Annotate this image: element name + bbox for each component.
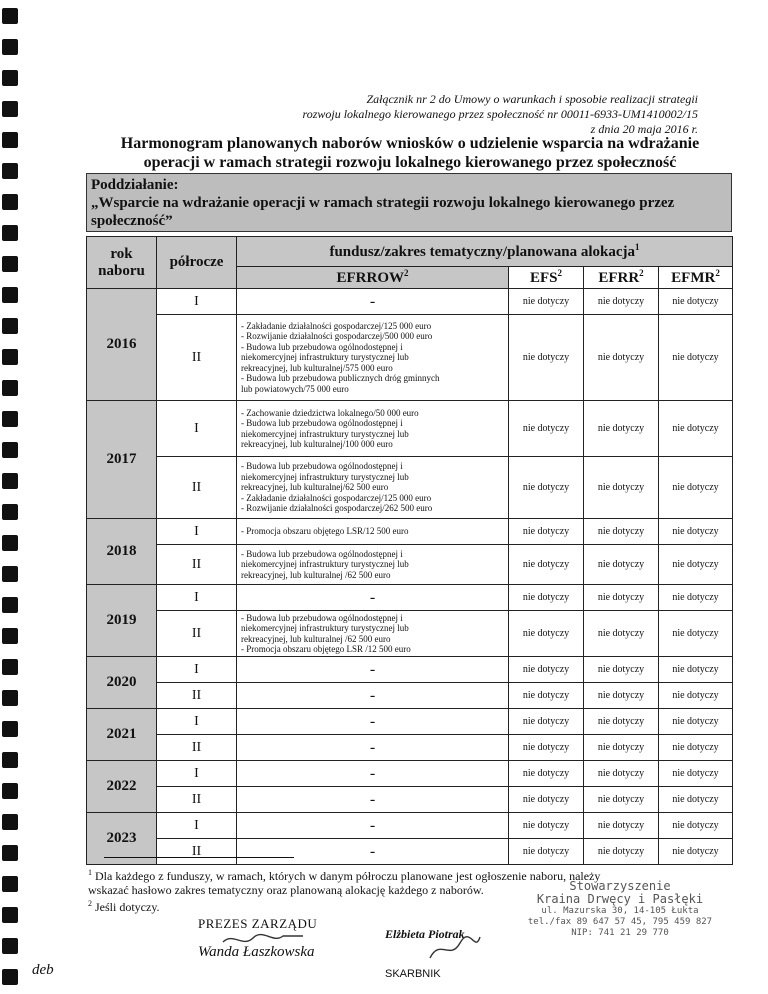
binding-ring [2, 442, 18, 458]
binding-ring [2, 845, 18, 861]
binding-ring [2, 349, 18, 365]
binding-ring [2, 535, 18, 551]
header-half: półrocze [157, 237, 237, 289]
binding-ring [2, 101, 18, 117]
table-row [87, 839, 733, 865]
efmr-cell: nie dotyczy [659, 545, 733, 585]
efrrow-line: niekomercyjnej infrastruktury turystycznej lub [241, 471, 409, 482]
efrrow-line: - Zachowanie dziedzictwa lokalnego/50 000 euro [241, 407, 419, 418]
efmr-cell: nie dotyczy [659, 315, 733, 401]
table-row [87, 519, 733, 545]
binding-ring [2, 752, 18, 768]
binding-ring [2, 659, 18, 675]
year-cell: 2020 [87, 657, 157, 709]
initials-mark: deb [32, 962, 54, 978]
header-efmr [659, 267, 733, 289]
footnote-ref: 2 [404, 268, 409, 278]
efrr-cell: nie dotyczy [584, 545, 659, 585]
efrr-cell: nie dotyczy [584, 401, 659, 457]
efrrow-line: - Budowa lub przebudowa publicznych dróg gminnych [241, 373, 440, 384]
header-fund [237, 237, 733, 267]
efrrow-line: rekreacyjnej, lub kulturalnej /62 500 euro [241, 633, 391, 644]
header-efrrow-text: EFRROW [336, 270, 404, 286]
binding-ring [2, 907, 18, 923]
binding-ring [2, 8, 18, 24]
efs-cell: nie dotyczy [509, 761, 584, 787]
half-cell: II [157, 735, 237, 761]
footnote-text: Dla każdego z funduszy, w ramach, których w danym półroczu planowane jest ogłoszenie naboru, należy [95, 869, 601, 883]
footnote-divider [104, 857, 294, 858]
efs-cell: nie dotyczy [509, 457, 584, 519]
subaction-box [86, 173, 732, 232]
table-row [87, 735, 733, 761]
attachment-line: rozwoju lokalnego kierowanego przez społeczność nr 00011-6933-UM1410002/15 [302, 107, 698, 121]
schedule-table [86, 236, 733, 865]
half-cell: I [157, 519, 237, 545]
efrr-cell: nie dotyczy [584, 585, 659, 611]
binding-ring [2, 39, 18, 55]
efmr-cell: nie dotyczy [659, 839, 733, 865]
efmr-cell: nie dotyczy [659, 585, 733, 611]
efrrow-line: rekreacyjnej, lub kulturalnej /62 500 euro [241, 569, 391, 580]
footnote-number: 2 [88, 899, 92, 908]
efrrow-line: - Zakładanie działalności gospodarczej/125 000 euro [241, 492, 432, 503]
board-signature [198, 916, 368, 961]
efrrow-cell: - [237, 787, 509, 813]
year-cell: 2017 [87, 401, 157, 519]
efs-cell: nie dotyczy [509, 519, 584, 545]
table-row [87, 457, 733, 519]
stamp-line: NIP: 741 21 29 770 [571, 928, 669, 938]
efrrow-cell: - [237, 585, 509, 611]
handwritten-signature [425, 933, 485, 963]
table-row [87, 709, 733, 735]
efmr-cell: nie dotyczy [659, 787, 733, 813]
efrr-cell: nie dotyczy [584, 813, 659, 839]
binding-ring [2, 473, 18, 489]
efrrow-cell [237, 315, 509, 401]
subaction-text: „Wsparcie na wdrażanie operacji w ramach strategii rozwoju lokalnego kierowanego przez społeczność” [91, 195, 675, 229]
efrr-cell: nie dotyczy [584, 735, 659, 761]
efs-cell: nie dotyczy [509, 709, 584, 735]
footnote-ref: 1 [635, 242, 640, 252]
efrrow-line: - Budowa lub przebudowa ogólnodostępnej i [241, 461, 403, 472]
footnote-1-cont: wskazać hasłowo zakres tematyczny oraz planowaną alokację każdego z naborów. [88, 883, 484, 897]
efmr-cell: nie dotyczy [659, 289, 733, 315]
efrrow-cell [237, 457, 509, 519]
table-row [87, 787, 733, 813]
efrrow-line: niekomercyjnej infrastruktury turystycznej lub [241, 559, 409, 570]
association-stamp [505, 880, 735, 939]
table-row [87, 315, 733, 401]
treasurer-signature [385, 927, 495, 980]
efmr-cell: nie dotyczy [659, 457, 733, 519]
header-efmr-text: EFMR [671, 270, 716, 286]
binding-ring [2, 194, 18, 210]
efrr-cell: nie dotyczy [584, 709, 659, 735]
half-cell: II [157, 315, 237, 401]
efrrow-cell: - [237, 289, 509, 315]
title-line: Harmonogram planowanych naborów wniosków o udzielenie wsparcia na wdrażanie [120, 135, 700, 152]
binding-ring [2, 380, 18, 396]
binding-ring [2, 504, 18, 520]
binding-ring [2, 938, 18, 954]
header-efrr [584, 267, 659, 289]
header-efs [509, 267, 584, 289]
efrr-cell: nie dotyczy [584, 839, 659, 865]
efrrow-line: - Budowa lub przebudowa ogólnodostępnej i [241, 341, 403, 352]
efrrow-cell: - [237, 761, 509, 787]
binding-ring [2, 132, 18, 148]
efs-cell: nie dotyczy [509, 401, 584, 457]
table-row [87, 761, 733, 787]
half-cell: II [157, 611, 237, 657]
header-year: rok naboru [87, 237, 157, 289]
binding-ring [2, 969, 18, 985]
table-row [87, 289, 733, 315]
efrrow-line: niekomercyjnej infrastruktury turystycznej lub [241, 623, 409, 633]
efs-cell: nie dotyczy [509, 813, 584, 839]
binding-ring [2, 721, 18, 737]
efrrow-cell [237, 401, 509, 457]
efrrow-cell: - [237, 839, 509, 865]
efrr-cell: nie dotyczy [584, 611, 659, 657]
table-row [87, 401, 733, 457]
efrrow-line: - Rozwijanie działalności gospodarczej/500 000 euro [241, 331, 433, 342]
efrr-cell: nie dotyczy [584, 315, 659, 401]
footnote-ref: 2 [557, 268, 562, 278]
efrrow-line: rekreacyjnej, lub kulturalnej/100 000 euro [241, 439, 393, 449]
efmr-cell: nie dotyczy [659, 813, 733, 839]
binding-ring [2, 690, 18, 706]
half-cell: II [157, 839, 237, 865]
efmr-cell: nie dotyczy [659, 735, 733, 761]
efrrow-line: - Budowa lub przebudowa ogólnodostępnej i [241, 548, 403, 559]
efrrow-line: niekomercyjnej infrastruktury turystycznej lub [241, 428, 409, 439]
binding-ring [2, 566, 18, 582]
attachment-header [302, 92, 698, 137]
efrr-cell: nie dotyczy [584, 519, 659, 545]
stamp-line: ul. Mazurska 30, 14-105 Łukta [541, 906, 699, 916]
efs-cell: nie dotyczy [509, 657, 584, 683]
footnote-ref: 2 [639, 268, 644, 278]
header-efs-text: EFS [529, 270, 558, 286]
efs-cell: nie dotyczy [509, 585, 584, 611]
half-cell: I [157, 401, 237, 457]
year-cell: 2021 [87, 709, 157, 761]
efmr-cell: nie dotyczy [659, 683, 733, 709]
efrrow-line: - Zakładanie działalności gospodarczej/125 000 euro [241, 320, 432, 331]
efmr-cell: nie dotyczy [659, 761, 733, 787]
efrrow-cell [237, 519, 509, 545]
efrr-cell: nie dotyczy [584, 787, 659, 813]
table-row [87, 585, 733, 611]
table-row [87, 545, 733, 585]
stamp-line: Stowarzyszenie [569, 879, 671, 893]
binding-ring [2, 163, 18, 179]
binding-ring [2, 783, 18, 799]
efrr-cell: nie dotyczy [584, 289, 659, 315]
efs-cell: nie dotyczy [509, 839, 584, 865]
efs-cell: nie dotyczy [509, 683, 584, 709]
efrr-cell: nie dotyczy [584, 683, 659, 709]
efrrow-line: - Promocja obszaru objętego LSR/12 500 euro [241, 526, 409, 537]
efs-cell: nie dotyczy [509, 545, 584, 585]
efrrow-cell: - [237, 657, 509, 683]
header-fund-text: fundusz/zakres tematyczny/planowana alokacja [329, 244, 636, 260]
attachment-line: Załącznik nr 2 do Umowy o warunkach i sposobie realizacji strategii [366, 92, 698, 106]
efrr-cell: nie dotyczy [584, 457, 659, 519]
efrrow-line: - Promocja obszaru objętego LSR /12 500 euro [241, 644, 411, 654]
efs-cell: nie dotyczy [509, 611, 584, 657]
spiral-binding [0, 0, 22, 994]
handwritten-signature [218, 930, 308, 950]
binding-ring [2, 256, 18, 272]
attachment-line: z dnia 20 maja 2016 r. [590, 122, 698, 136]
efrrow-line: - Budowa lub przebudowa ogólnodostępnej i [241, 612, 403, 623]
header-efrr-text: EFRR [598, 270, 640, 286]
binding-ring [2, 628, 18, 644]
half-cell: I [157, 289, 237, 315]
header-efrrow [237, 267, 509, 289]
half-cell: II [157, 787, 237, 813]
efmr-cell: nie dotyczy [659, 519, 733, 545]
treasurer-role: SKARBNIK [385, 968, 441, 980]
efmr-cell: nie dotyczy [659, 611, 733, 657]
efrrow-cell: - [237, 683, 509, 709]
binding-ring [2, 876, 18, 892]
year-cell: 2018 [87, 519, 157, 585]
subaction-label: Poddziałanie: [91, 177, 179, 193]
table-row [87, 683, 733, 709]
efmr-cell: nie dotyczy [659, 709, 733, 735]
efrrow-cell: - [237, 735, 509, 761]
document-title [90, 134, 730, 172]
efrrow-cell: - [237, 813, 509, 839]
footnote-number: 1 [88, 868, 92, 877]
efrr-cell: nie dotyczy [584, 761, 659, 787]
half-cell: I [157, 585, 237, 611]
half-cell: II [157, 545, 237, 585]
efs-cell: nie dotyczy [509, 787, 584, 813]
efrrow-line: lub powiatowych/75 000 euro [241, 383, 349, 394]
schedule-body [87, 289, 733, 865]
year-cell: 2022 [87, 761, 157, 813]
efs-cell: nie dotyczy [509, 735, 584, 761]
efs-cell: nie dotyczy [509, 289, 584, 315]
efrrow-cell [237, 545, 509, 585]
binding-ring [2, 597, 18, 613]
efrrow-cell [237, 611, 509, 657]
efs-cell: nie dotyczy [509, 315, 584, 401]
footnote-ref: 2 [715, 268, 720, 278]
half-cell: I [157, 709, 237, 735]
efmr-cell: nie dotyczy [659, 401, 733, 457]
binding-ring [2, 411, 18, 427]
efrrow-line: niekomercyjnej infrastruktury turystycznej lub [241, 352, 409, 363]
half-cell: I [157, 761, 237, 787]
binding-ring [2, 287, 18, 303]
treasurer-name: Elżbieta Piotrak [385, 927, 465, 941]
efrrow-line: rekreacyjnej, lub kulturalnej/575 000 euro [241, 362, 393, 373]
efrr-cell: nie dotyczy [584, 657, 659, 683]
half-cell: II [157, 457, 237, 519]
efmr-cell: nie dotyczy [659, 657, 733, 683]
binding-ring [2, 70, 18, 86]
stamp-line: Kraina Drwęcy i Pasłęki [536, 892, 704, 906]
footnote-text: Jeśli dotyczy. [95, 900, 160, 914]
half-cell: I [157, 813, 237, 839]
year-cell: 2023 [87, 813, 157, 865]
efrrow-cell: - [237, 709, 509, 735]
board-title: PREZES ZARZĄDU [198, 916, 318, 931]
stamp-line: tel./fax 89 647 57 45, 795 459 827 [527, 917, 713, 927]
half-cell: II [157, 683, 237, 709]
binding-ring [2, 225, 18, 241]
efrrow-line: - Rozwijanie działalności gospodarczej/262 500 euro [241, 503, 433, 514]
table-row [87, 611, 733, 657]
title-line: operacji w ramach strategii rozwoju lokalnego kierowanego przez społeczność [143, 154, 677, 171]
year-cell: 2016 [87, 289, 157, 401]
table-row [87, 813, 733, 839]
binding-ring [2, 318, 18, 334]
board-name: Wanda Łaszkowska [198, 944, 315, 960]
efrrow-line: - Budowa lub przebudowa ogólnodostępnej i [241, 418, 403, 428]
year-cell: 2019 [87, 585, 157, 657]
binding-ring [2, 814, 18, 830]
efrrow-line: rekreacyjnej, lub kulturalnej/62 500 euro [241, 482, 389, 493]
half-cell: I [157, 657, 237, 683]
table-row [87, 657, 733, 683]
